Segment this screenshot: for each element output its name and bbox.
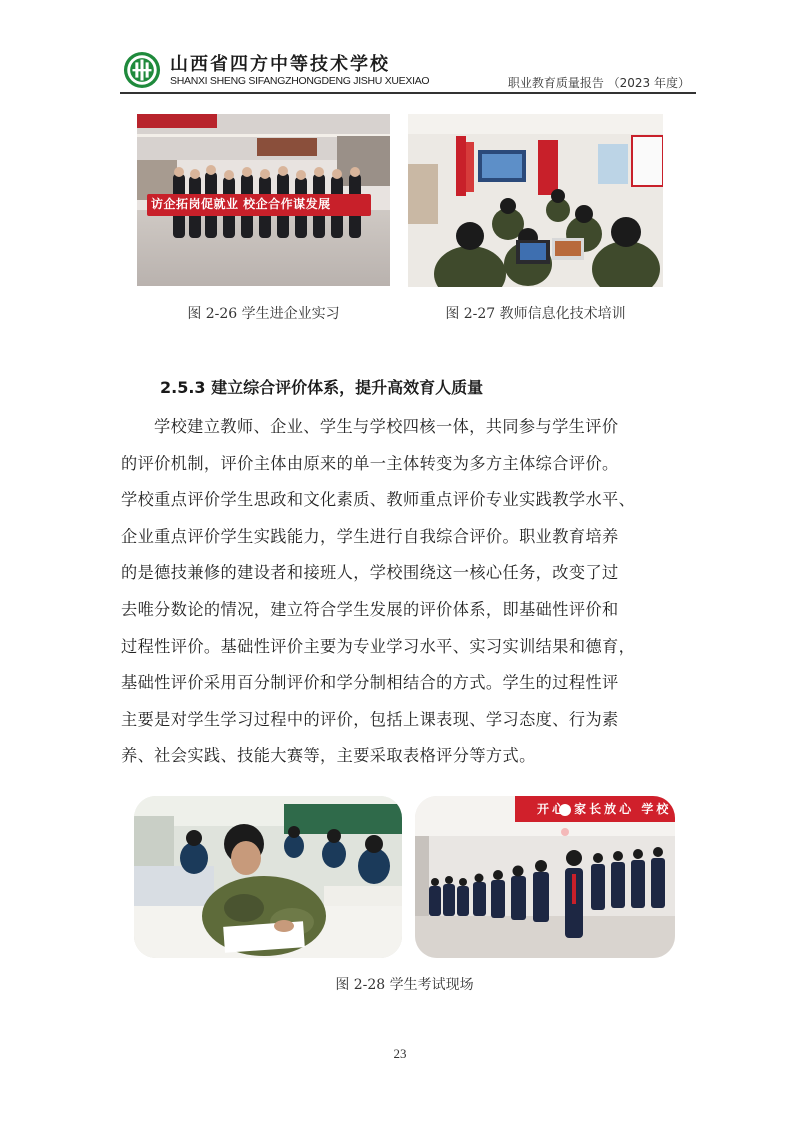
school-logo [123,51,161,89]
header-divider [120,92,696,94]
body-paragraph [121,409,681,775]
paragraph-line: 基础性评价采用百分制评价和学分制相结合的方式。学生的过程性评 [121,673,619,693]
wall-slogan: 开心 家长放心 学校 [537,802,672,816]
figure-caption-2-27: 图 2-27 教师信息化技术培训 [445,306,626,322]
photo-exam-hall [415,796,675,958]
paragraph-line: 的评价机制，评价主体由原来的单一主体转变为多方主体综合评价。 [121,453,619,473]
banner-text: 访企拓岗促就业 校企合作谋发展 [151,197,331,211]
school-name-pinyin: SHANXI SHENG SIFANGZHONGDENG JISHU XUEXIAO [170,75,430,87]
paragraph-line: 过程性评价。基础性评价主要为专业学习水平、实习实训结果和德育， [121,636,636,656]
paragraph-line: 去唯分数论的情况，建立符合学生发展的评价体系，即基础性评价和 [121,599,619,619]
figure-caption-2-28: 图 2-28 学生考试现场 [335,977,474,993]
photo-teacher-training [408,114,663,287]
paragraph-line: 主要是对学生学习过程中的评价，包括上课表现、学习态度、行为素 [121,709,619,729]
photo-exam-classroom [134,796,402,958]
paragraph-line: 养、社会实践、技能大赛等，主要采取表格评分等方式。 [121,746,536,766]
school-name: 山西省四方中等技术学校 [170,54,390,75]
figure-caption-2-26: 图 2-26 学生进企业实习 [187,306,340,322]
photo-student-internship [137,114,390,286]
report-title: 职业教育质量报告 （2023 年度） [507,76,690,90]
paragraph-line: 学校建立教师、企业、学生与学校四核一体，共同参与学生评价 [154,417,619,436]
paragraph-line: 的是德技兼修的建设者和接班人，学校围绕这一核心任务，改变了过 [121,563,619,583]
page-number: 23 [393,1046,407,1061]
paragraph-line: 企业重点评价学生实践能力，学生进行自我综合评价。职业教育培养 [121,526,619,546]
page-header [120,48,696,94]
paragraph-line: 学校重点评价学生思政和文化素质、教师重点评价专业实践教学水平、 [121,490,636,510]
section-heading: 2.5.3 建立综合评价体系，提升高效育人质量 [160,378,484,397]
